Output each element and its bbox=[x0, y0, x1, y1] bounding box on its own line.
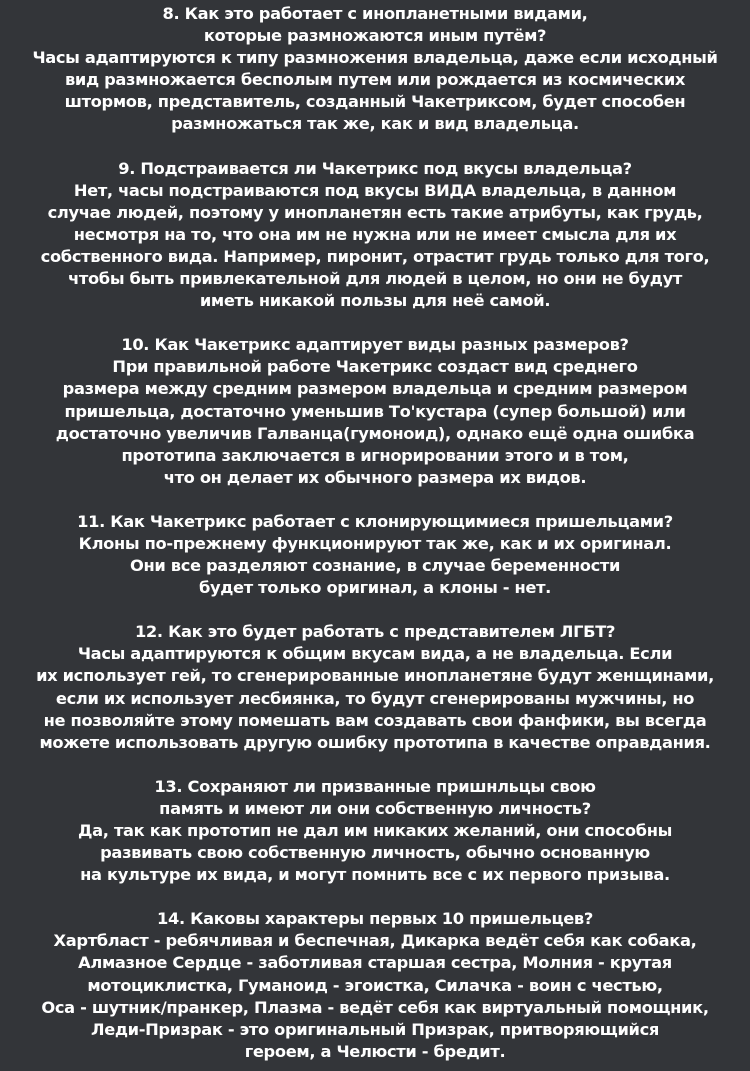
answer-line: не позволяйте этому помешать вам создавать свои фанфики, вы всегда bbox=[43, 710, 707, 730]
answer-line: развивать свою собственную личность, обычно основанную bbox=[100, 843, 650, 863]
answer-line: Оса - шутник/пранкер, Плазма - ведёт себя как виртуальный помощник, bbox=[41, 997, 709, 1017]
answer-line: героем, а Челюсти - бредит. bbox=[244, 1041, 506, 1061]
faq-section-12 bbox=[4, 621, 746, 754]
question-heading: 13. Сохраняют ли призванные пришнльцы свою bbox=[154, 776, 596, 796]
faq-section-8 bbox=[4, 3, 746, 136]
answer-line: Клоны по-прежнему функционируют так же, как и их оригинал. bbox=[78, 533, 672, 553]
faq-section-9 bbox=[4, 158, 746, 313]
answer-line: вид размножается бесполым путем или рождается из космических bbox=[64, 70, 686, 90]
faq-section-13 bbox=[4, 776, 746, 886]
answer-line: пришельца, достаточно уменьшив То'кустара (супер большой) или bbox=[64, 401, 686, 421]
faq-section-14 bbox=[4, 908, 746, 1063]
faq-section-11 bbox=[4, 511, 746, 599]
answer-line: можете использовать другую ошибку прототипа в качестве оправдания. bbox=[39, 732, 711, 752]
question-heading: 11. Как Чакетрикс работает с клонирующимиеся пришельцами? bbox=[77, 511, 673, 531]
answer-line: случае людей, поэтому у инопланетян есть такие атрибуты, как грудь, bbox=[47, 202, 703, 222]
answer-line: на культуре их вида, и могут помнить все с их первого призыва. bbox=[80, 865, 670, 885]
answer-line: мотоциклистка, Гуманоид - эгоистка, Силачка - воин с честью, bbox=[87, 975, 663, 995]
faq-section-10 bbox=[4, 334, 746, 489]
question-heading: память и имеют ли они собственную личность? bbox=[159, 798, 591, 818]
question-heading: которые размножаются иным путём? bbox=[203, 26, 547, 46]
answer-line: иметь никакой пользы для неё самой. bbox=[199, 291, 551, 311]
answer-line: Часы адаптируются к типу размножения владельца, даже если исходный bbox=[32, 48, 718, 68]
question-heading: 8. Как это работает с инопланетными видами, bbox=[162, 4, 588, 23]
answer-line: что он делает их обычного размера их видов. bbox=[163, 467, 587, 487]
answer-line: Хартбласт - ребячливая и беспечная, Дикарка ведёт себя как собака, bbox=[53, 931, 697, 951]
answer-line: несмотря на то, что она им не нужна или не имеет смысла для их bbox=[73, 224, 677, 244]
question-heading: 9. Подстраивается ли Чакетрикс под вкусы владельца? bbox=[118, 158, 632, 178]
answer-line: прототипа заключается в игнорировании этого и в том, bbox=[121, 445, 629, 465]
answer-line: размера между средним размером владельца и средним размером bbox=[62, 379, 688, 399]
answer-line: Да, так как прототип не дал им никаких желаний, они способны bbox=[78, 821, 672, 840]
answer-line: размножаться так же, как и вид владельца. bbox=[171, 114, 579, 134]
question-heading: 12. Как это будет работать с представителем ЛГБТ? bbox=[134, 622, 616, 642]
answer-line: Леди-Призрак - это оригинальный Призрак, притворяющийся bbox=[91, 1019, 659, 1039]
answer-line: собственного вида. Например, пиронит, отрастит грудь только для того, bbox=[40, 246, 710, 266]
answer-line: При правильной работе Чакетрикс создаст вид среднего bbox=[112, 357, 638, 377]
answer-line: будет только оригинал, а клоны - нет. bbox=[198, 578, 552, 598]
answer-line: чтобы быть привлекательной для людей в целом, но они не будут bbox=[68, 269, 682, 289]
question-heading: 14. Каковы характеры первых 10 пришельцев? bbox=[157, 909, 593, 929]
answer-line: их использует гей, то сгенерированные инопланетяне будут женщинами, bbox=[36, 666, 714, 686]
answer-line: Они все разделяют сознание, в случае беременности bbox=[129, 556, 621, 576]
answer-line: Часы адаптируются к общим вкусам вида, а не владельца. Если bbox=[77, 644, 673, 664]
answer-line: если их использует лесбиянка, то будут сгенерированы мужчины, но bbox=[55, 688, 695, 708]
answer-line: Нет, часы подстраиваются под вкусы ВИДА владельца, в данном bbox=[73, 180, 677, 200]
answer-line: достаточно увеличив Галванца(гумоноид), однако ещё одна ошибка bbox=[55, 423, 695, 443]
question-heading: 10. Как Чакетрикс адаптирует виды разных размеров? bbox=[121, 335, 629, 355]
answer-line: штормов, представитель, созданный Чакетриксом, будет способен bbox=[64, 92, 686, 112]
answer-line: Алмазное Сердце - заботливая старшая сестра, Молния - крутая bbox=[78, 953, 672, 973]
